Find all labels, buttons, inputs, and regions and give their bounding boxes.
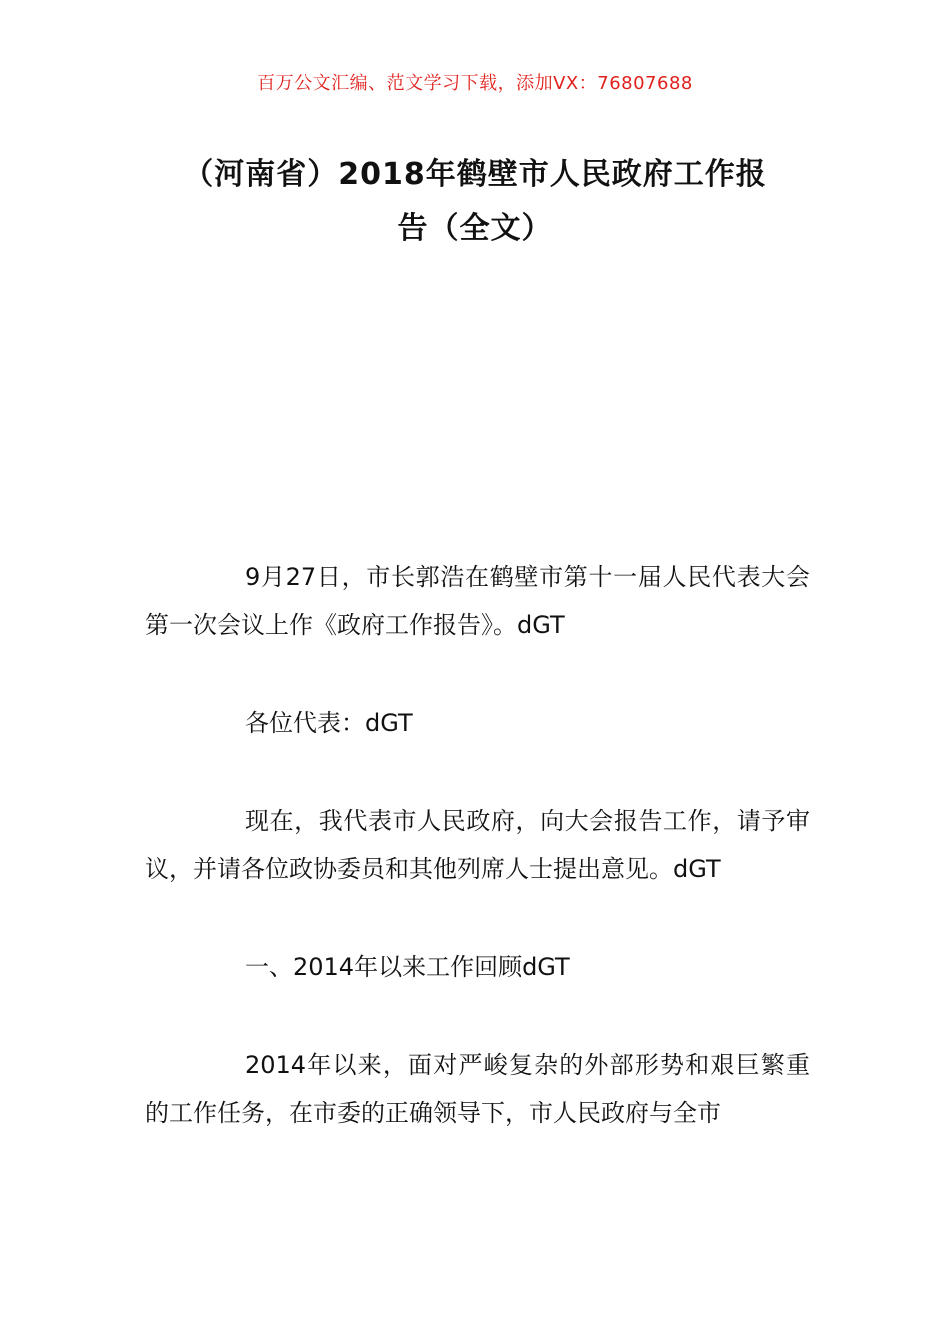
- document-body: [145, 553, 810, 1187]
- section-heading-review: 一、2014年以来工作回顾dGT: [245, 953, 570, 981]
- document-title-line-2: 告（全文）: [397, 211, 553, 246]
- document-title-line-1: （河南省）2018年鹤壁市人民政府工作报: [183, 157, 767, 192]
- document-title: [120, 148, 830, 256]
- paragraph-review: 2014年以来，面对严峻复杂的外部形势和艰巨繁重的工作任务，在市委的正确领导下，市人民政府与全市: [145, 1051, 810, 1127]
- paragraph-salutation: 各位代表：dGT: [245, 709, 413, 737]
- paragraph-opening: 现在，我代表市人民政府，向大会报告工作，请予审议，并请各位政协委员和其他列席人士提出意见。dGT: [145, 807, 810, 883]
- header-note: 百万公文汇编、范文学习下载，添加VX：76807688: [257, 73, 693, 94]
- paragraph-intro: 9月27日，市长郭浩在鹤壁市第十一届人民代表大会第一次会议上作《政府工作报告》。dGT: [145, 563, 810, 639]
